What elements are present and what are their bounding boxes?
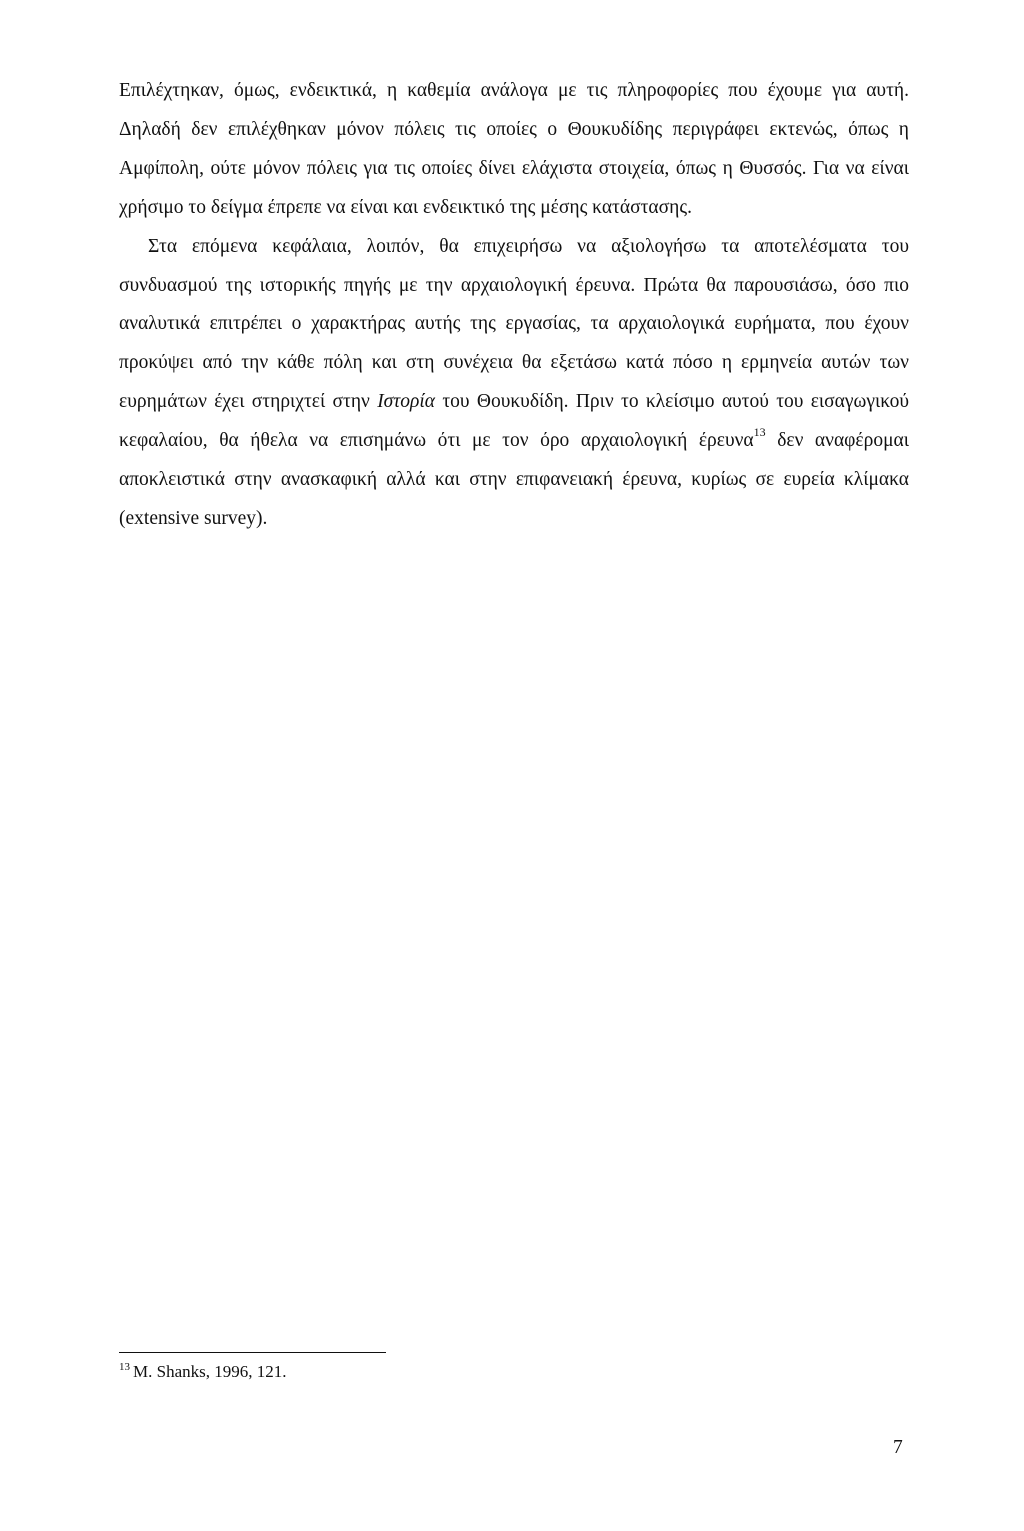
paragraph-2 <box>119 228 909 539</box>
footnote-reference[interactable]: 13 <box>753 424 766 439</box>
paragraph-2-text-after-ref: δεν αναφέρομαι αποκλειστικά στην ανασκαφική αλλά και στην επιφανειακή έρευνα, κυρίως σε ευρεία κλίμακα (extensive survey). <box>119 430 909 529</box>
paragraph-2-text-before-title: Στα επόμενα κεφάλαια, λοιπόν, θα επιχειρήσω να αξιολογήσω τα αποτελέσματα του συνδυασμού της ιστορικής πηγής με την αρχαιολογική έρευνα. Πρώτα θα παρουσιάσω, όσο πιο αναλυτικά επιτρέπει ο χαρακτήρας αυτής της εργασίας, τα αρχαιολογικά ευρήματα, που έχουν προκύψει από την κάθε πόλη και στη συνέχεια θα εξετάσω κατά πόσο η ερμηνεία αυτών των ευρημάτων έχει στηριχτεί στην <box>119 235 909 413</box>
footnote-text: M. Shanks, 1996, 121. <box>133 1362 287 1381</box>
paragraph-2-text-after-title: του Θουκυδίδη. Πριν το κλείσιμο αυτού του εισαγωγικού κεφαλαίου, θα ήθελα να επισημάνω ότι με τον όρο αρχαιολογική έρευνα <box>119 391 910 452</box>
paragraph-1: Επιλέχτηκαν, όμως, ενδεικτικά, η καθεμία ανάλογα με τις πληροφορίες που έχουμε για αυτή. Δηλαδή δεν επιλέχθηκαν μόνον πόλεις τις οποίες ο Θουκυδίδης περιγράφει εκτενώς, όπως η Αμφίπολη, ούτε μόνον πόλεις για τις οποίες δίνει ελάχιστα στοιχεία, όπως η Θυσσός. Για να είναι χρήσιμο το δείγμα έπρεπε να είναι και ενδεικτικό της μέσης κατάστασης. <box>119 80 909 218</box>
work-title-italic: Ιστορία <box>377 391 436 413</box>
page-number: 7 <box>893 1437 903 1458</box>
footnote <box>119 1361 286 1383</box>
footnote-separator <box>119 1352 386 1353</box>
footnote-number: 13 <box>119 1361 130 1374</box>
main-body-text <box>119 72 909 539</box>
